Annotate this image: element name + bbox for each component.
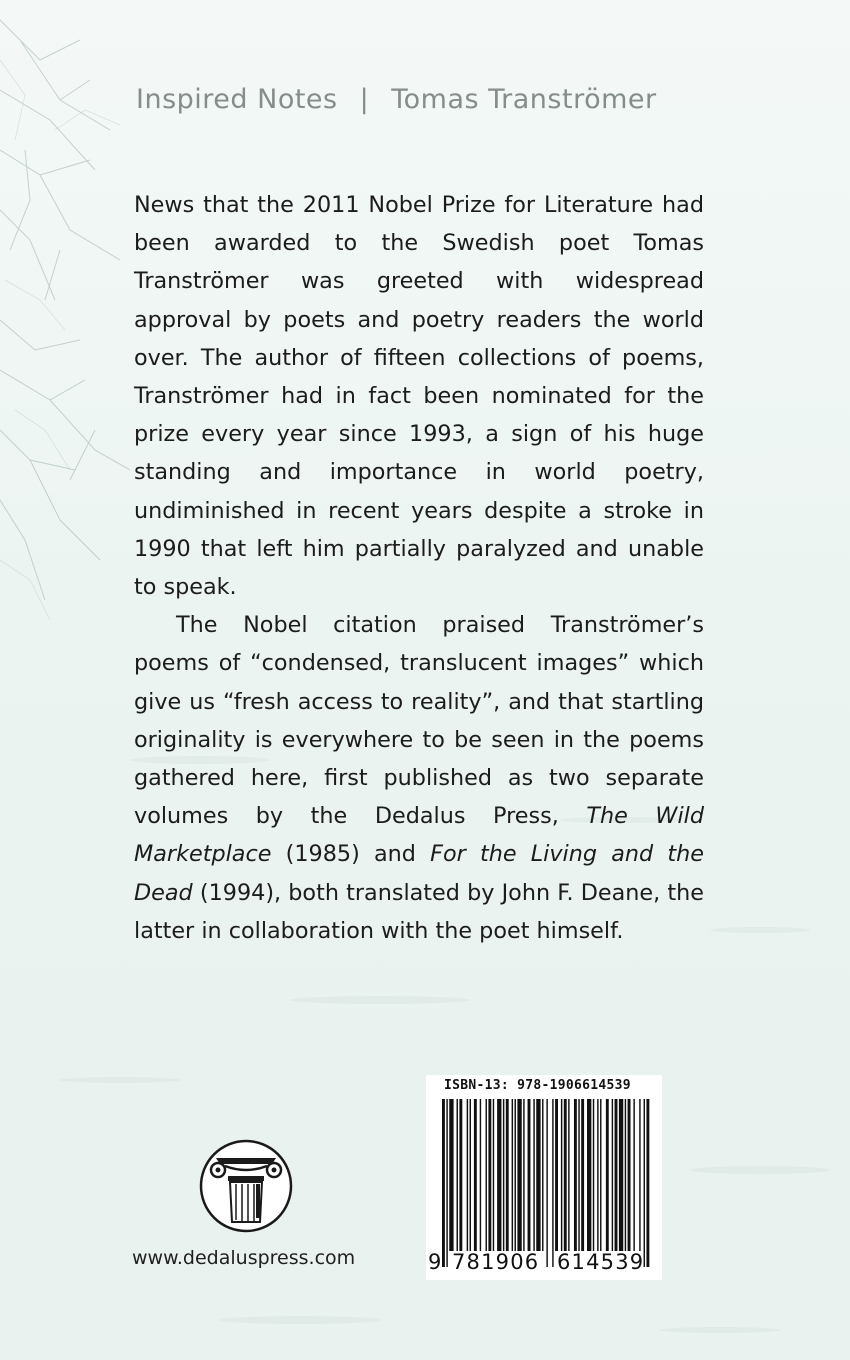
barcode-bar	[568, 1099, 569, 1251]
barcode-bar	[646, 1099, 649, 1267]
barcode-bar	[493, 1099, 494, 1251]
barcode-bar	[457, 1099, 458, 1251]
barcode-bar	[467, 1099, 468, 1251]
isbn-digits-left: 781906	[452, 1250, 540, 1274]
barcode-bar	[644, 1099, 645, 1267]
barcode-bar	[449, 1099, 453, 1251]
header-separator: |	[359, 84, 370, 115]
author-name: Tomas Tranströmer	[391, 84, 657, 115]
barcode-bar	[442, 1099, 445, 1267]
barcode-bar	[446, 1099, 447, 1267]
publisher-url: www.dedaluspress.com	[132, 1247, 356, 1269]
back-cover-blurb	[134, 186, 704, 950]
ionic-column-logo-icon	[198, 1138, 294, 1234]
barcode-bar	[593, 1099, 594, 1251]
barcode-bar	[533, 1099, 534, 1251]
barcode-bar	[564, 1099, 567, 1251]
series-title: Inspired Notes	[136, 84, 338, 115]
barcode-bar	[528, 1099, 531, 1251]
isbn-digits-right: 614539	[557, 1250, 645, 1274]
barcode-bar	[600, 1099, 601, 1251]
book-title-wild-marketplace: The Wild Marketplace	[134, 803, 704, 868]
book-header	[136, 84, 657, 115]
barcode-bar	[578, 1099, 579, 1251]
barcode-bar	[574, 1099, 577, 1251]
barcode-bar	[587, 1099, 591, 1251]
blurb-p2-text-c: (1994), both translated by John F. Deane, the latter in collaboration with the poet himself.	[134, 879, 704, 944]
barcode-bar	[512, 1099, 513, 1251]
barcode-bar	[606, 1099, 609, 1251]
barcode-bar	[506, 1099, 509, 1251]
isbn-label: ISBN-13: 978-1906614539	[444, 1078, 631, 1093]
isbn-barcode	[426, 1075, 662, 1280]
barcode-bar	[633, 1099, 634, 1251]
barcode-bar	[515, 1099, 516, 1251]
barcode-bar	[555, 1099, 558, 1251]
blurb-paragraph-2	[134, 606, 704, 950]
barcode-bar	[480, 1099, 481, 1251]
barcode-bar	[612, 1099, 613, 1251]
barcode-bar	[486, 1099, 487, 1251]
barcode-bar	[542, 1099, 543, 1251]
book-title-living-and-dead: For the Living and the Dead	[134, 841, 704, 906]
barcode-bar	[619, 1099, 623, 1251]
barcode-bar	[581, 1099, 584, 1251]
blurb-p2-text-a: The Nobel citation praised Tranströmer’s poems of “condensed, translucent images” which give us “fresh access to reality”, and that startling originality is everywhere to be seen in the poems gathered here, first published as two separate volumes by the Dedalus Press,	[134, 612, 704, 830]
barcode-bar	[474, 1099, 477, 1251]
barcode-bar	[497, 1099, 501, 1251]
barcode-bar	[615, 1099, 618, 1251]
isbn-digit-first: 9	[428, 1250, 442, 1274]
barcode-bar	[523, 1099, 524, 1251]
barcode-bar	[561, 1099, 562, 1251]
barcode-bar	[628, 1099, 631, 1251]
blurb-paragraph-1: News that the 2011 Nobel Prize for Literature had been awarded to the Swedish poet Tomas Tranströmer was greeted with widespread approval by poets and poetry readers the world over. The author of fifteen collections of poems, Tranströmer had in fact been nominated for the prize every year since 1993, a sign of his huge standing and importance in world poetry, undiminished in recent years despite a stroke in 1990 that left him partially paralyzed and unable to speak.	[134, 192, 704, 601]
barcode-bar	[503, 1099, 504, 1251]
barcode-bar	[552, 1099, 553, 1267]
barcode-bar	[517, 1099, 521, 1251]
barcode-bar	[470, 1099, 471, 1251]
barcode-bar	[536, 1099, 540, 1251]
barcode-bar	[546, 1099, 547, 1267]
barcode-bar	[488, 1099, 491, 1251]
barcode-bar	[625, 1099, 626, 1251]
blurb-p2-text-b: (1985) and	[271, 841, 431, 868]
barcode-bar	[639, 1099, 640, 1251]
barcode-bar	[459, 1099, 462, 1251]
barcode-bar	[597, 1099, 598, 1251]
